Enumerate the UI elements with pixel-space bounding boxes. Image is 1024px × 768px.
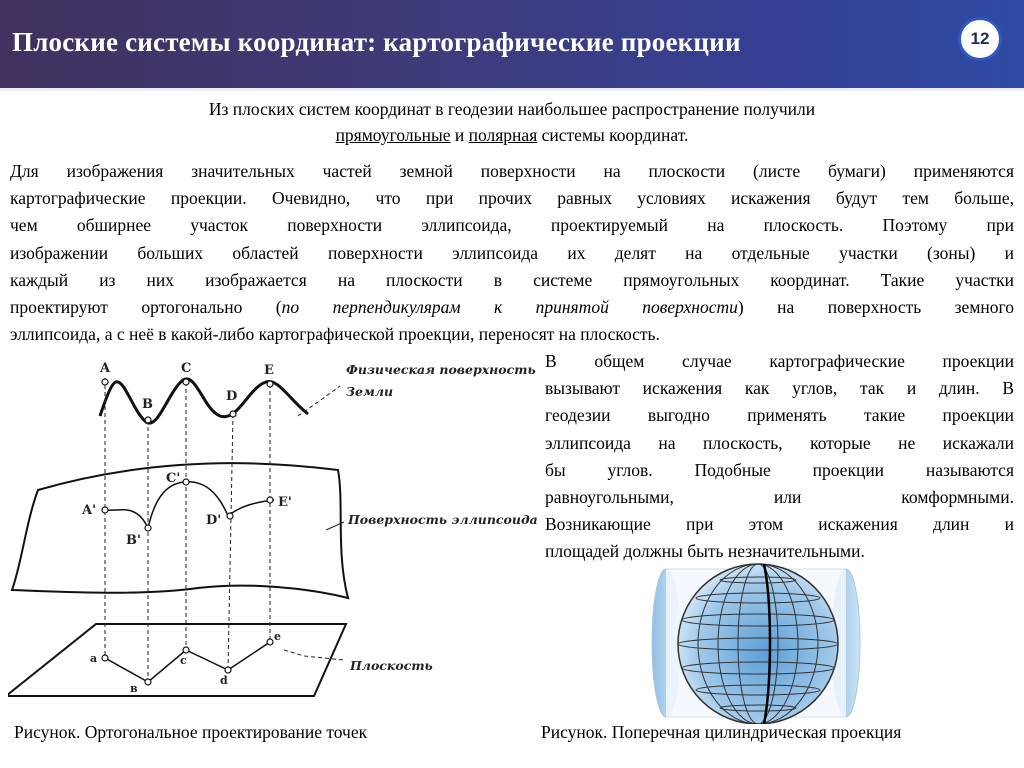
intro-conj: и bbox=[450, 125, 469, 145]
paragraph2-line: бы углов. Подобные проекции называются bbox=[545, 459, 1014, 480]
point-b-top bbox=[145, 417, 151, 423]
paragraph2-line: равноугольными, или комформными. bbox=[545, 487, 1014, 508]
line6-before: проектируют ортогонально ( bbox=[10, 297, 282, 318]
term-rectangular: прямоугольные bbox=[335, 125, 451, 145]
intro-text bbox=[40, 96, 984, 148]
paragraph2-line: геодезии выгодно применять такие проекции bbox=[545, 405, 1014, 426]
annotation-pointers bbox=[284, 386, 344, 660]
label-v: в bbox=[130, 682, 138, 695]
point-a-top bbox=[102, 379, 108, 385]
paragraph-projections bbox=[10, 158, 1014, 348]
point-b-plane bbox=[145, 679, 151, 685]
paragraph1-line-6 bbox=[10, 294, 1014, 321]
point-c-plane bbox=[183, 647, 189, 653]
paragraph1-line: изображении больших областей поверхности эллипсоида их делят на отдельные участки (зоны) и bbox=[10, 242, 1014, 263]
annotation-plane: Плоскость bbox=[350, 658, 433, 673]
label-B-prime: B' bbox=[126, 533, 141, 548]
paragraph1-line: Для изображения значительных частей земной поверхности на плоскости (листе бумаги) применяются bbox=[10, 161, 1014, 181]
slide-title: Плоские системы координат: картографические проекции bbox=[12, 27, 741, 57]
point-c-mid bbox=[183, 479, 189, 485]
orthogonal-projection-figure bbox=[8, 352, 538, 712]
paragraph1-line: каждый из них изображается на плоскости в системе прямоугольных координат. Такие участки bbox=[10, 269, 1014, 290]
label-D: D bbox=[226, 389, 238, 404]
point-d-plane bbox=[225, 667, 231, 673]
caption-right: Рисунок. Поперечная цилиндрическая проекция bbox=[541, 722, 902, 742]
plane-sheet bbox=[8, 624, 346, 696]
label-a: a bbox=[90, 652, 98, 665]
projection-points bbox=[102, 379, 273, 685]
intro-text-after: системы координат. bbox=[537, 125, 689, 145]
label-E: E bbox=[264, 363, 274, 378]
line6-after: ) на поверхность земного bbox=[737, 297, 1015, 318]
point-b-mid bbox=[145, 525, 151, 531]
projection-line-d bbox=[228, 414, 233, 670]
annotation-physical-1: Физическая поверхность bbox=[346, 362, 536, 377]
header-divider bbox=[0, 88, 1024, 91]
label-A: A bbox=[100, 361, 111, 376]
label-d: d bbox=[220, 674, 228, 687]
point-e-plane bbox=[267, 639, 273, 645]
paragraph1-line: эллипсоида, а с неё в какой-либо картографической проекции, переносят на плоскость. bbox=[10, 324, 660, 345]
point-a-plane bbox=[102, 655, 108, 661]
line6-italic: по перпендикулярам к принятой поверхности bbox=[281, 297, 738, 318]
point-a-mid bbox=[102, 507, 108, 513]
pointer-plane bbox=[284, 650, 344, 660]
paragraph2-line: эллипсоида на плоскость, которые не искажали bbox=[545, 432, 1014, 453]
term-polar: полярная bbox=[468, 125, 538, 145]
projection-lines bbox=[105, 378, 270, 682]
physical-surface-curve bbox=[100, 379, 308, 423]
label-C: C bbox=[181, 361, 192, 376]
paragraph2-line: Возникающие при этом искажения длин и bbox=[545, 514, 1014, 535]
ellipsoid-point-curve bbox=[105, 482, 274, 528]
paragraph2-line: В общем случае картографические проекции bbox=[545, 351, 1014, 371]
label-D-prime: D' bbox=[206, 513, 222, 528]
title-bar bbox=[0, 0, 1024, 88]
point-c-top bbox=[183, 379, 189, 385]
point-e-top bbox=[267, 381, 273, 387]
label-C-prime: C' bbox=[166, 471, 181, 486]
cylinder-projection-figure bbox=[640, 562, 872, 724]
paragraph1-line: чем обширнее участок поверхности эллипсоида, проектируемый на плоскость. Поэтому при bbox=[10, 215, 1014, 236]
point-d-mid bbox=[227, 513, 233, 519]
label-e: e bbox=[274, 630, 281, 643]
label-B: B bbox=[142, 397, 153, 412]
page-number-badge: 12 bbox=[958, 17, 1002, 61]
intro-text-before: Из плоских систем координат в геодезии наибольшее распространение получили bbox=[208, 99, 816, 119]
paragraph-conformal bbox=[545, 348, 1014, 566]
point-d-top bbox=[230, 411, 236, 417]
label-c: c bbox=[180, 654, 187, 667]
label-E-prime: E' bbox=[278, 495, 292, 510]
point-e-mid bbox=[267, 497, 273, 503]
annotation-ellipsoid: Поверхность эллипсоида bbox=[348, 512, 538, 527]
paragraph2-line: площадей должны быть незначительными. bbox=[545, 541, 865, 562]
pointer-physical bbox=[298, 386, 340, 416]
caption-left: Рисунок. Ортогональное проектирование точек bbox=[14, 722, 368, 742]
globe bbox=[678, 564, 838, 724]
paragraph1-line: картографические проекции. Очевидно, что при прочих равных условиях искажения будут тем больше, bbox=[10, 188, 1014, 209]
annotation-physical-2: Земли bbox=[346, 384, 394, 399]
paragraph2-line: вызывают искажения как углов, так и длин. В bbox=[545, 378, 1014, 399]
label-A-prime: A' bbox=[82, 503, 97, 518]
